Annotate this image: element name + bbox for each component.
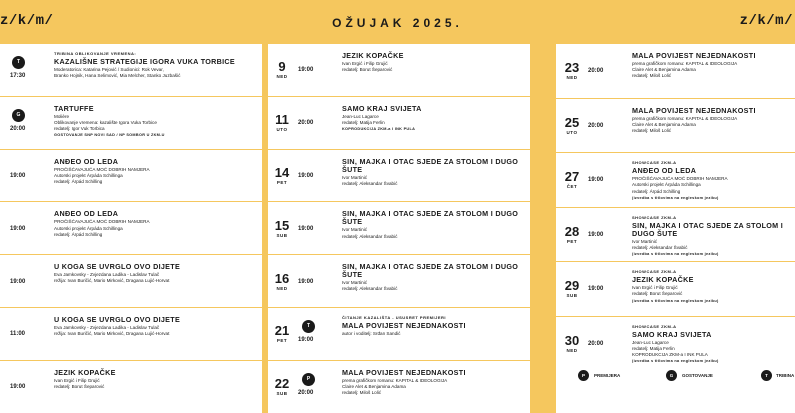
- logo-right: z/k/m/: [739, 13, 793, 29]
- event-row: [0, 43, 262, 96]
- event-time: 20:00: [298, 120, 314, 127]
- event-weekday: SUB: [276, 391, 288, 397]
- event-credit-line: redatelj: Aleksandar Švabić: [342, 180, 398, 186]
- event-row: [0, 307, 262, 360]
- event-title: SAMO KRAJ SVIJETA: [342, 103, 422, 113]
- event-credit-line: redatelj: Aleksandar Švabić: [632, 244, 688, 250]
- page-title: OŽUJAK 2025.: [332, 16, 463, 30]
- event-credit-line: režija: Ivan Buričić, Mario Mirković, Dragana Lujić-Horvat: [54, 331, 170, 337]
- event-title: ANĐEO OD LEDA: [632, 166, 697, 176]
- event-time: 20:00: [588, 122, 604, 129]
- event-credit-line: režija: Ivan Buričić, Mario Mirković, Dragana Lujić-Horvat: [54, 278, 170, 284]
- event-credit-line: Ivor Martinić: [632, 238, 658, 244]
- event-credit-line: Autorski projekt Árpáda Schillinga: [54, 172, 123, 178]
- legend-label: TRIBINA: [776, 373, 795, 378]
- event-tag: GOSTOVANJE SNP NOVI SAD / NP SOMBOR U ZKM-U: [54, 133, 165, 138]
- column-2: [268, 43, 530, 413]
- event-row: [556, 98, 795, 153]
- event-credit-line: autor i voditelj: Srđan Sandić: [342, 331, 401, 337]
- event-weekday: PET: [566, 238, 578, 244]
- event-pretitle: SHOWCASE ZKM-A: [632, 214, 677, 220]
- event-credit-line: PROČIŠĆAVAJUĆA MOĆ DOBRIH NAMJERA: [54, 166, 150, 172]
- event-credit-line: Jean-Luc Lagarce: [632, 339, 669, 345]
- event-time: 11:00: [10, 331, 26, 338]
- event-tag: (izvedba s titlovima na engleskom jeziku): [632, 195, 719, 200]
- event-credit-line: redatelj: Árpád Schilling: [54, 179, 103, 184]
- column-3: [556, 43, 795, 413]
- event-day-number: 9: [278, 59, 286, 75]
- event-type-badge-icon: P: [302, 373, 315, 386]
- event-details: [54, 368, 256, 390]
- event-credit-line: Moderatorica: Katarina Pejović / Sudionici: Rok Vevar,: [54, 67, 164, 73]
- legend-label: GOSTOVANJE: [682, 373, 713, 378]
- event-details: [342, 51, 524, 73]
- event-time: 20:00: [10, 126, 26, 133]
- event-type-badge-icon: G: [12, 109, 25, 122]
- event-weekday: NED: [276, 74, 288, 80]
- event-day-number: 11: [275, 112, 289, 128]
- event-row: [0, 96, 262, 149]
- event-pretitle: SHOWCASE ZKM-A: [632, 269, 677, 274]
- event-details: [54, 157, 256, 186]
- event-time: 19:00: [10, 225, 26, 232]
- event-credit-line: redatelj: Borut Šeparović: [632, 291, 683, 297]
- event-credit-line: KOPRODUKCIJA ZKM-a I INK PULA: [632, 352, 708, 358]
- event-title: MALA POVIJEST NEJEDNAKOSTI: [632, 105, 756, 115]
- event-credit-line: redatelj: Matija Ferlin: [632, 345, 675, 351]
- event-title: TARTUFFE: [54, 103, 94, 113]
- event-credit-line: Ivan Ergić i Filip Grujić: [632, 285, 678, 291]
- legend-gostovanje-icon: G: [666, 370, 677, 381]
- event-title: SIN, MAJKA I OTAC SJEDE ZA STOLOM I DUGO ŠUTE: [632, 220, 784, 238]
- event-time: 19:00: [298, 67, 314, 74]
- event-credit-line: Ivan Ergić i Filip Grujić: [342, 61, 388, 66]
- event-title: SIN, MAJKA I OTAC SJEDE ZA STOLOM I DUGO ŠUTE: [342, 209, 519, 227]
- event-day-number: 15: [274, 217, 290, 233]
- event-weekday: NED: [276, 285, 288, 291]
- event-credit-line: redatelj: Borut Šeparović: [54, 383, 105, 389]
- event-details: [632, 269, 789, 304]
- event-day-number: 23: [564, 60, 580, 76]
- event-credit-line: Claire Alet & Benjamina Adama: [632, 67, 696, 73]
- event-details: [342, 157, 524, 187]
- event-credit-line: prema grafičkom romanu: KAPITAL & IDEOLOGIJA: [632, 61, 738, 66]
- event-details: [632, 160, 789, 201]
- event-details: [54, 315, 256, 337]
- event-time: 19:00: [298, 278, 314, 285]
- event-details: [342, 262, 524, 292]
- event-credit-line: Ivor Martinić: [342, 280, 368, 286]
- event-time: 19:00: [298, 337, 314, 344]
- event-weekday: SUB: [566, 293, 578, 299]
- event-time: 19:00: [588, 286, 604, 293]
- event-row: [556, 261, 795, 316]
- legend-premijera-icon: P: [578, 370, 589, 381]
- event-weekday: ČET: [566, 184, 578, 190]
- event-credit-line: PROČIŠĆAVAJUĆA MOĆ DOBRIH NAMJERA: [632, 176, 728, 182]
- event-title: SAMO KRAJ SVIJETA: [632, 329, 712, 339]
- event-row: [0, 360, 262, 413]
- event-day-number: 21: [274, 323, 290, 339]
- event-credit-line: prema grafičkom romanu: KAPITAL & IDEOLOGIJA: [632, 115, 738, 121]
- event-row: [556, 316, 795, 371]
- event-credit-line: Jean-Luc Lagarce: [342, 113, 379, 119]
- event-credit-line: Oblikovanje vremena: kazalište Igora Vuka Torbice: [54, 120, 157, 125]
- event-time: 19:00: [588, 177, 604, 184]
- event-time: 20:00: [588, 340, 604, 347]
- event-type-badge-icon: T: [12, 56, 25, 69]
- event-credit-line: redatelj: Borut Šeparović: [342, 67, 393, 73]
- event-title: SIN, MAJKA I OTAC SJEDE ZA STOLOM I DUGO ŠUTE: [342, 262, 519, 280]
- event-time: 19:00: [588, 231, 604, 238]
- event-row: [268, 43, 530, 96]
- event-day-number: 25: [564, 114, 580, 130]
- event-row: [268, 360, 530, 413]
- event-title: JEZIK KOPAČKE: [54, 367, 116, 377]
- event-time: 19:00: [10, 278, 26, 285]
- event-title: MALA POVIJEST NEJEDNAKOSTI: [342, 321, 466, 331]
- event-pretitle: SHOWCASE ZKM-A: [632, 323, 677, 329]
- event-time: 19:00: [10, 384, 26, 391]
- event-row: [268, 307, 530, 360]
- event-credit-line: Eva Jamkovsky - Zvjezdana Ladika - Ladislav Tulač: [54, 324, 160, 330]
- event-pretitle: ČITANJE KAZALIŠTA - USUSRET PREMIJERI: [342, 314, 446, 320]
- event-row: [268, 254, 530, 307]
- event-credit-line: redatelj: Miloš Lolić: [632, 127, 672, 133]
- event-weekday: NED: [566, 75, 578, 81]
- event-time: 20:00: [588, 68, 604, 75]
- event-credit-line: PROČIŠĆAVAJUĆA MOĆ DOBRIH NAMJERA: [54, 219, 150, 225]
- event-row: [268, 149, 530, 202]
- event-title: U KOGA SE UVRGLO OVO DIJETE: [54, 262, 181, 272]
- event-credit-line: redatelj: Árpád Schilling: [632, 188, 681, 194]
- event-day-number: 27: [564, 169, 580, 185]
- event-credit-line: redatelj: Aleksandar Švabić: [342, 286, 398, 292]
- event-credit-line: prema grafičkom romanu: KAPITAL & IDEOLOGIJA: [342, 377, 448, 383]
- event-tag: KOPRODUKCIJA ZKM-a I INK PULA: [342, 127, 416, 132]
- event-title: MALA POVIJEST NEJEDNAKOSTI: [632, 51, 756, 60]
- event-title: ANĐEO OD LEDA: [54, 156, 119, 166]
- event-day-number: 22: [274, 376, 290, 392]
- event-credit-line: Claire Alet & Benjamina Adama: [632, 121, 696, 127]
- event-credit-line: redatelj: Aleksandar Švabić: [342, 233, 398, 239]
- event-tag: (izvedba s titlovima na engleskom jeziku): [632, 298, 719, 303]
- event-weekday: SUB: [276, 232, 288, 238]
- event-credit-line: Ivan Ergić i Filip Grujić: [54, 377, 100, 383]
- event-credit-line: Molière: [54, 113, 70, 119]
- event-weekday: UTO: [276, 127, 288, 133]
- event-credit-line: Ivor Martinić: [342, 174, 368, 180]
- event-title: SIN, MAJKA I OTAC SJEDE ZA STOLOM I DUGO ŠUTE: [342, 156, 519, 174]
- event-weekday: UTO: [566, 129, 578, 135]
- event-details: [632, 215, 789, 258]
- event-title: KAZALIŠNE STRATEGIJE IGORA VUKA TORBICE: [54, 57, 236, 67]
- event-row: [0, 254, 262, 307]
- event-row: [556, 43, 795, 98]
- event-title: JEZIK KOPAČKE: [342, 51, 404, 60]
- event-credit-line: redatelj: Igor Vuk Torbica: [54, 126, 105, 132]
- event-credit-line: redatelj: Matija Ferlin: [342, 120, 385, 125]
- event-credit-line: Branko Hojnik, Hana Selimović, Mia Melcher, Stanko Juzbašić: [54, 73, 181, 79]
- event-row: [0, 149, 262, 202]
- event-day-number: 14: [274, 164, 290, 180]
- event-details: [342, 315, 524, 337]
- event-pretitle: SHOWCASE ZKM-A: [632, 160, 677, 165]
- event-type-badge-icon: T: [302, 320, 315, 333]
- event-time: 17:30: [10, 73, 26, 80]
- event-pretitle: TRIBINA OBLIKOVANJE VREMENA:: [54, 51, 137, 56]
- event-details: [632, 106, 789, 135]
- event-details: [632, 324, 789, 365]
- column-1: [0, 43, 262, 413]
- event-weekday: NED: [566, 347, 578, 353]
- event-details: [54, 104, 256, 139]
- event-day-number: 16: [274, 270, 290, 286]
- event-title: MALA POVIJEST NEJEDNAKOSTI: [342, 367, 466, 377]
- event-credit-line: redatelj: Miloš Lolić: [342, 390, 382, 396]
- event-details: [54, 51, 256, 80]
- event-details: [54, 262, 256, 284]
- event-row: [556, 152, 795, 207]
- event-details: [632, 51, 789, 80]
- event-title: U KOGA SE UVRGLO OVO DIJETE: [54, 314, 181, 324]
- event-credit-line: redatelj: Miloš Lolić: [632, 73, 672, 79]
- event-credit-line: Ivor Martinić: [342, 227, 368, 233]
- event-details: [342, 104, 524, 133]
- event-weekday: PET: [276, 179, 288, 185]
- event-details: [54, 209, 256, 238]
- legend-tribina-icon: T: [761, 370, 772, 381]
- event-credit-line: Autorski projekt Árpáda Schillinga: [632, 182, 701, 188]
- event-day-number: 28: [564, 223, 580, 239]
- event-day-number: 30: [564, 332, 580, 348]
- event-tag: (izvedba s titlovima na engleskom jeziku): [632, 359, 719, 364]
- event-credit-line: redatelj: Árpád Schilling: [54, 231, 103, 237]
- event-time: 20:00: [298, 390, 314, 397]
- event-time: 19:00: [10, 172, 26, 179]
- event-row: [0, 201, 262, 254]
- event-title: JEZIK KOPAČKE: [632, 275, 694, 285]
- event-credit-line: Autorski projekt Árpáda Schillinga: [54, 225, 123, 231]
- event-time: 19:00: [298, 225, 314, 232]
- legend-label: PREMIJERA: [594, 373, 621, 378]
- event-row: [268, 96, 530, 149]
- event-time: 19:00: [298, 172, 314, 179]
- event-day-number: 29: [564, 278, 580, 294]
- event-credit-line: Eva Jamkovsky - Zvjezdana Ladika - Ladislav Tulač: [54, 272, 160, 278]
- event-row: [556, 207, 795, 262]
- event-details: [342, 368, 524, 397]
- legend: [556, 370, 795, 413]
- event-details: [342, 209, 524, 239]
- event-credit-line: Claire Alet & Benjamina Adama: [342, 383, 406, 389]
- event-tag: (izvedba s titlovima na engleskom jeziku): [632, 252, 719, 257]
- event-weekday: PET: [276, 338, 288, 344]
- event-row: [268, 201, 530, 254]
- logo-left: z/k/m/: [0, 13, 54, 29]
- event-title: ANĐEO OD LEDA: [54, 209, 119, 219]
